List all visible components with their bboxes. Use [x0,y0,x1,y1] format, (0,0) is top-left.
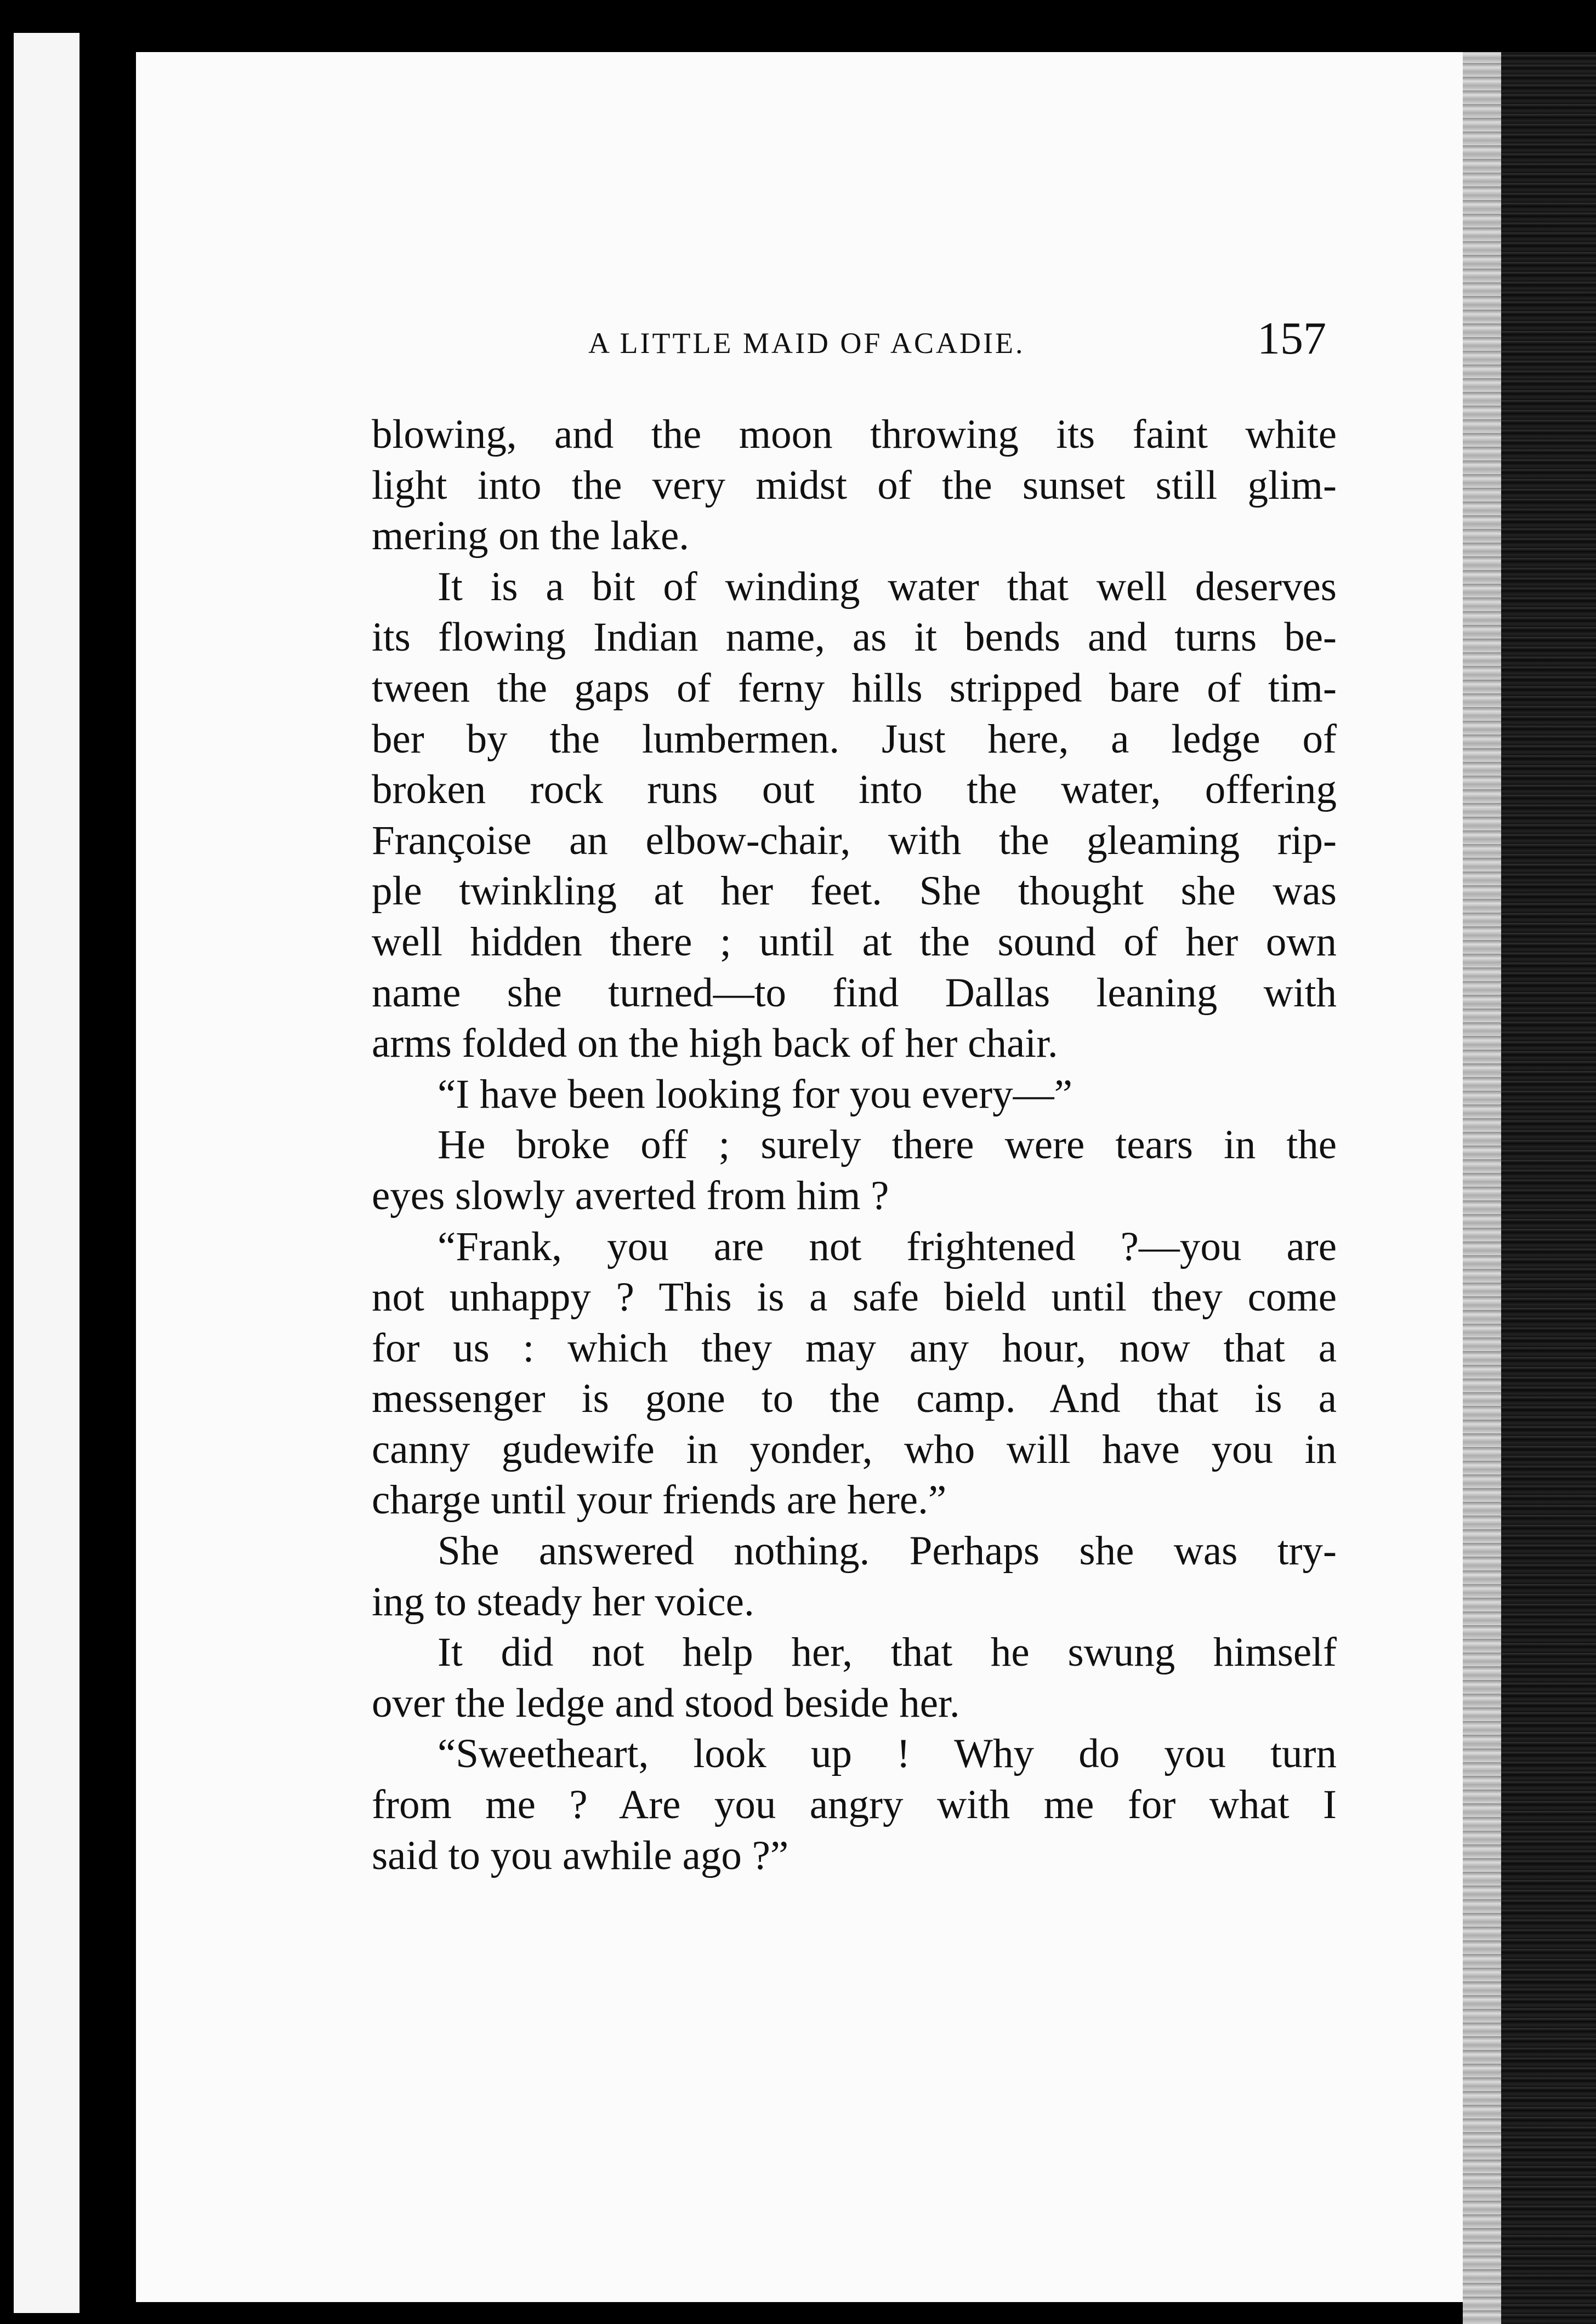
text-line: over the ledge and stood beside her. [372,1680,960,1726]
text-line: eyes slowly averted from him ? [372,1172,889,1218]
text-line: well hidden there ; until at the sound of her own [372,919,1337,965]
text-line: arms folded on the high back of her chair. [372,1021,1058,1067]
text-line: “I have been looking for you every—” [438,1071,1072,1117]
page-number: 157 [1257,313,1326,364]
text-line: ing to steady her voice. [372,1579,754,1625]
text-line: ber by the lumbermen. Just here, a ledge of [372,716,1337,762]
text-line: light into the very midst of the sunset still glim- [372,462,1337,508]
text-line: canny gudewife in yonder, who will have you in [372,1426,1337,1472]
text-line: blowing, and the moon throwing its faint white [372,412,1337,457]
body-text [372,409,1337,1881]
text-line: said to you awhile ago ?” [372,1832,789,1878]
text-line: tween the gaps of ferny hills stripped bare of tim- [372,665,1337,711]
text-line: ple twinkling at her feet. She thought she was [372,868,1337,914]
text-line: mering on the lake. [372,513,689,559]
left-margin-strip [14,33,79,2313]
text-line: “Sweetheart, look up ! Why do you turn [438,1731,1337,1777]
text-line: its flowing Indian name, as it bends and turns be- [372,614,1337,660]
text-line: “Frank, you are not frightened ?—you are [438,1223,1337,1269]
text-line: It is a bit of winding water that well deserves [438,563,1337,610]
text-line: It did not help her, that he swung himself [438,1630,1337,1676]
text-line: charge until your friends are here.” [372,1477,947,1523]
text-line: Françoise an elbow-chair, with the gleaming rip- [372,817,1337,863]
text-line: He broke off ; surely there were tears in the [438,1122,1337,1168]
text-line: for us : which they may any hour, now that a [372,1325,1337,1371]
text-line: name she turned—to find Dallas leaning with [372,970,1337,1016]
text-line: from me ? Are you angry with me for what I [372,1782,1337,1828]
book-page [136,52,1463,2302]
text-line: messenger is gone to the camp. And that is a [372,1376,1337,1422]
running-title: A LITTLE MAID OF ACADIE. [588,327,1025,360]
text-line: not unhappy ? This is a safe bield until they come [372,1274,1337,1320]
right-page-edge-highlight [1463,52,1501,2324]
text-line: She answered nothing. Perhaps she was try- [438,1528,1337,1574]
text-line: broken rock runs out into the water, offering [372,767,1337,813]
